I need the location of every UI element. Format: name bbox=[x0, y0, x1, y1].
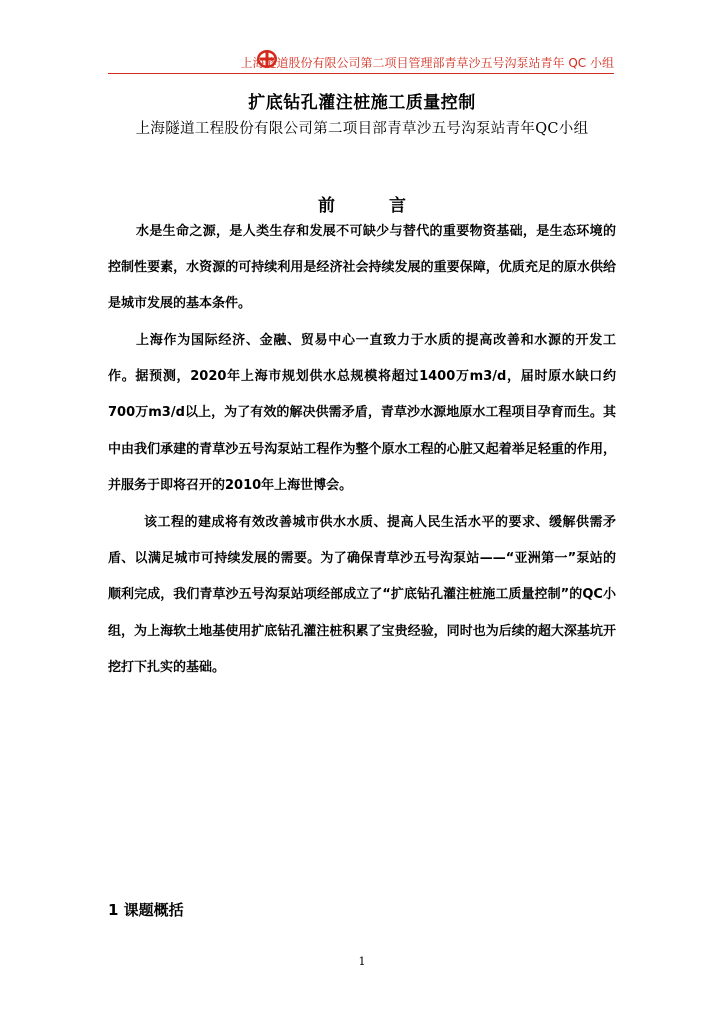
header-text: 上海隧道股份有限公司第二项目管理部青草沙五号沟泵站青年 QC 小组 bbox=[240, 56, 614, 70]
paragraph: 水是生命之源，是人类生存和发展不可缺少与替代的重要物资基础，是生态环境的控制性要素，水资源的可持续利用是经济社会持续发展的重要保障，优质充足的原水供给是城市发展的基本条件。 bbox=[108, 224, 616, 312]
page-number: 1 bbox=[358, 955, 366, 968]
section-heading: 1 课题概括 bbox=[108, 901, 184, 919]
preface-heading: 前 言 bbox=[318, 196, 430, 216]
document-subtitle: 上海隧道工程股份有限公司第二项目部青草沙五号沟泵站青年QC小组 bbox=[135, 121, 589, 137]
paragraph: 该工程的建成将有效改善城市供水水质、提高人民生活水平的要求、缓解供需矛盾、以满足城市可持续发展的需要。为了确保青草沙五号沟泵站——“亚洲第一”泵站的顺利完成，我们青草沙五号沟泵站项经部成立了“扩底钻孔灌注桩施工质量控制”的QC小组，为上海软土地基使用扩底钻孔灌注桩积累了宝贵经验，同时也为后续的超大深基坑开挖打下扎实的基础。 bbox=[108, 515, 616, 675]
header-divider bbox=[108, 73, 614, 74]
document-title: 扩底钻孔灌注桩施工质量控制 bbox=[248, 93, 476, 113]
paragraph: 上海作为国际经济、金融、贸易中心一直致力于水质的提高改善和水源的开发工作。据预测，2020年上海市规划供水总规模将超过1400万m3/d，届时原水缺口约700万m3/d以上，为了有效的解决供需矛盾，青草沙水源地原水工程项目孕育而生。其中由我们承建的青草沙五号沟泵站工程作为整个原水工程的心脏又起着举足轻重的作用，并服务于即将召开的2010年上海世博会。 bbox=[108, 333, 616, 493]
page-header bbox=[108, 46, 614, 76]
